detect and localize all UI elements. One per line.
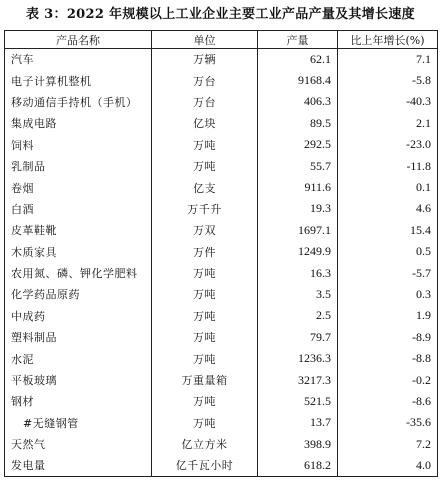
unit-cell: 万吨 xyxy=(152,284,258,305)
header-unit: 单位 xyxy=(152,31,258,49)
table-row xyxy=(5,113,438,134)
growth-cell: -40.3 xyxy=(338,91,438,112)
table-body xyxy=(5,49,438,477)
unit-cell: 万吨 xyxy=(152,305,258,326)
growth-cell: 4.6 xyxy=(338,198,438,219)
output-cell: 1249.9 xyxy=(258,241,338,262)
unit-cell: 万台 xyxy=(152,91,258,112)
table-row xyxy=(5,177,438,198)
table-row xyxy=(5,455,438,476)
product-name-cell: 平板玻璃 xyxy=(5,369,152,390)
output-cell: 55.7 xyxy=(258,155,338,176)
table-row xyxy=(5,348,438,369)
output-cell: 16.3 xyxy=(258,262,338,283)
product-name-cell: 化学药品原药 xyxy=(5,284,152,305)
unit-cell: 万千升 xyxy=(152,198,258,219)
unit-cell: 万辆 xyxy=(152,49,258,70)
product-name-cell: 钢材 xyxy=(5,391,152,412)
product-name-cell: 移动通信手持机（手机） xyxy=(5,91,152,112)
output-cell: 292.5 xyxy=(258,134,338,155)
growth-cell: -8.6 xyxy=(338,391,438,412)
output-cell: 618.2 xyxy=(258,455,338,476)
product-name-cell: 汽车 xyxy=(5,49,152,70)
output-cell: 79.7 xyxy=(258,327,338,348)
unit-cell: 万吨 xyxy=(152,327,258,348)
unit-cell: 亿块 xyxy=(152,113,258,134)
output-cell: 19.3 xyxy=(258,198,338,219)
unit-cell: 万吨 xyxy=(152,134,258,155)
header-output: 产量 xyxy=(258,31,338,49)
unit-cell: 亿立方米 xyxy=(152,434,258,455)
output-cell: 89.5 xyxy=(258,113,338,134)
unit-cell: 万吨 xyxy=(152,348,258,369)
product-name-cell: 塑料制品 xyxy=(5,327,152,348)
table-row xyxy=(5,369,438,390)
growth-cell: 15.4 xyxy=(338,220,438,241)
growth-cell: 1.9 xyxy=(338,305,438,326)
growth-cell: 7.2 xyxy=(338,434,438,455)
product-name-cell: 白酒 xyxy=(5,198,152,219)
growth-cell: -23.0 xyxy=(338,134,438,155)
output-cell: 911.6 xyxy=(258,177,338,198)
output-cell: 2.5 xyxy=(258,305,338,326)
unit-cell: 万台 xyxy=(152,70,258,91)
unit-cell: 万吨 xyxy=(152,262,258,283)
product-name-cell: 发电量 xyxy=(5,455,152,476)
table-row xyxy=(5,262,438,283)
product-name-cell: #无缝钢管 xyxy=(5,412,152,433)
output-cell: 1697.1 xyxy=(258,220,338,241)
table-row xyxy=(5,70,438,91)
header-growth: 比上年增长(%) xyxy=(338,31,438,49)
unit-cell: 万重量箱 xyxy=(152,369,258,390)
output-cell: 62.1 xyxy=(258,49,338,70)
table-row xyxy=(5,327,438,348)
output-cell: 9168.4 xyxy=(258,70,338,91)
growth-cell: 0.5 xyxy=(338,241,438,262)
table-row xyxy=(5,198,438,219)
product-name-cell: 电子计算机整机 xyxy=(5,70,152,91)
growth-cell: 4.0 xyxy=(338,455,438,476)
growth-cell: -8.9 xyxy=(338,327,438,348)
output-cell: 13.7 xyxy=(258,412,338,433)
unit-cell: 亿支 xyxy=(152,177,258,198)
header-product-name: 产品名称 xyxy=(5,31,152,49)
unit-cell: 万双 xyxy=(152,220,258,241)
table-row xyxy=(5,155,438,176)
growth-cell: 0.3 xyxy=(338,284,438,305)
product-name-cell: 农用氮、磷、钾化学肥料 xyxy=(5,262,152,283)
table-row xyxy=(5,305,438,326)
output-cell: 1236.3 xyxy=(258,348,338,369)
table-row xyxy=(5,49,438,70)
product-name-cell: 中成药 xyxy=(5,305,152,326)
product-name-cell: 皮革鞋靴 xyxy=(5,220,152,241)
table-row xyxy=(5,134,438,155)
unit-cell: 万吨 xyxy=(152,155,258,176)
table-row xyxy=(5,220,438,241)
output-cell: 521.5 xyxy=(258,391,338,412)
output-cell: 3.5 xyxy=(258,284,338,305)
table-row xyxy=(5,391,438,412)
unit-cell: 亿千瓦小时 xyxy=(152,455,258,476)
growth-cell: 0.1 xyxy=(338,177,438,198)
product-output-table xyxy=(4,30,438,477)
header-row xyxy=(5,31,438,49)
table-row xyxy=(5,241,438,262)
growth-cell: -8.8 xyxy=(338,348,438,369)
table-title: 表 3：2022 年规模以上工业企业主要工业产品产量及其增长速度 xyxy=(26,7,415,22)
product-name-cell: 木质家具 xyxy=(5,241,152,262)
growth-cell: -35.6 xyxy=(338,412,438,433)
product-name-cell: 天然气 xyxy=(5,434,152,455)
unit-cell: 万吨 xyxy=(152,391,258,412)
table-row xyxy=(5,412,438,433)
output-cell: 398.9 xyxy=(258,434,338,455)
product-name-cell: 集成电路 xyxy=(5,113,152,134)
unit-cell: 万吨 xyxy=(152,412,258,433)
table-row xyxy=(5,434,438,455)
growth-cell: 7.1 xyxy=(338,49,438,70)
product-name-cell: 饲料 xyxy=(5,134,152,155)
growth-cell: -5.8 xyxy=(338,70,438,91)
output-cell: 406.3 xyxy=(258,91,338,112)
unit-cell: 万件 xyxy=(152,241,258,262)
product-name-cell: 水泥 xyxy=(5,348,152,369)
growth-cell: -11.8 xyxy=(338,155,438,176)
growth-cell: -0.2 xyxy=(338,369,438,390)
table-row xyxy=(5,284,438,305)
product-name-cell: 乳制品 xyxy=(5,155,152,176)
table-row xyxy=(5,91,438,112)
output-cell: 3217.3 xyxy=(258,369,338,390)
growth-cell: 2.1 xyxy=(338,113,438,134)
product-name-cell: 卷烟 xyxy=(5,177,152,198)
growth-cell: -5.7 xyxy=(338,262,438,283)
